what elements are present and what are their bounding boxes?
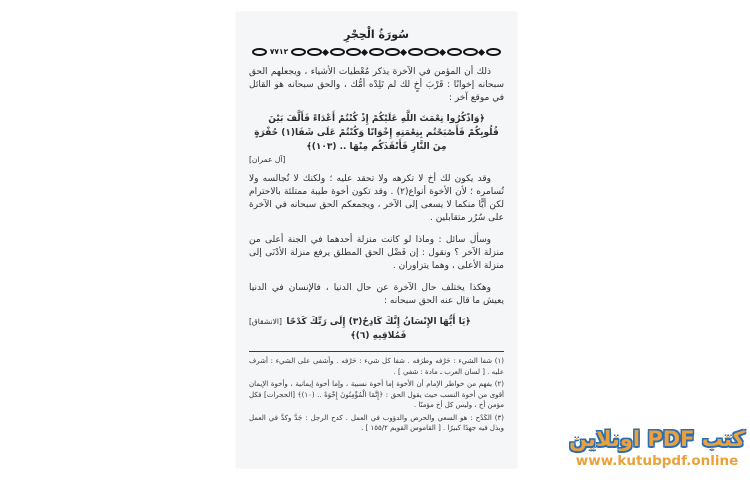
chain-link-icon bbox=[408, 48, 423, 56]
footnote-item: (١) شفا الشيء : حَرْفه وطرَفه . شفا كل شيء : حَرْفه . وأشفى على الشيء : أشرف عليه . [ لسان العرب ـ مادة : شفي ] . bbox=[249, 357, 504, 376]
chain-diamond-icon bbox=[439, 48, 446, 55]
chain-link-icon bbox=[385, 48, 400, 56]
quran-verse: ﴿وَاذْكُرُوا نِعْمَتَ اللَّهِ عَلَيْكُمْ إِذْ كُنْتُمْ أَعْدَاءً فَأَلَّفَ بَيْنَ قُلُوبِكُمْ فَأَصْبَحْتُم بِنِعْمَتِهِ إِخْوَانًا وَكُنْتُمْ عَلَى شَفَا(١) حُفْرَةٍ مِنَ النَّارِ فَأَنْقَذَكُم مِنْهَا .. (١٠٣)﴾ bbox=[254, 114, 499, 152]
chain-link-icon bbox=[486, 48, 501, 56]
quran-verse-row bbox=[249, 315, 504, 343]
watermark-url: www.kutubpdf.online bbox=[575, 453, 739, 469]
chain-ornament-icon bbox=[249, 47, 504, 57]
footnote-item: (٣) الكَدْح : هو السعي والحرص والدؤوب في العمل . كدح الرجل : جَدَّ وكدَّ في العمل وبذل فيه جهدًا كبيرًا . [ القاموس القويم ١٥٥/٢ ] . bbox=[249, 413, 504, 432]
site-watermark bbox=[568, 426, 746, 470]
verse-attribution: [آل عمران] bbox=[249, 155, 286, 164]
footnote-item: (٢) يفهم من خواطر الإمام أن الأخوة إما أخوة نسبية ، وإما أخوة إيمانية ، وأخوة الإيمان أقوى من أخوة النسب حيث يقول الحق : ﴿إِنَّمَا الْمُؤْمِنُونَ إِخْوَةٌ .. (١٠)﴾ [الحجرات] فكل مؤمن أخ ، وليس كل أخ مؤمنًا . bbox=[249, 380, 504, 409]
watermark-logo: كتب PDF اونلاين bbox=[569, 427, 745, 451]
body-paragraph: وهكذا يختلف حال الآخرة عن حال الدنيا ، فالإنسان في الدنيا يعيش ما قال عنه الحق سبحانه : bbox=[249, 283, 504, 306]
verse-attribution: [الانشقاق] bbox=[249, 317, 282, 326]
chain-link-icon bbox=[291, 48, 306, 56]
body-paragraph: وقد يكون لك أخ لا تكرهه ولا تحقد عليه ؛ ولكنك لا تُجالسه ولا تُسامره ؛ لأن الأخوة أنواع(٢) . وقد تكون أخوة طيبة ممتلئة بالاحترام لكن أيًّا منكما لا يسعى إلى الآخر ، ويجمعكم الحق سبحانه في الآخرة على سُرُر متقابلين . bbox=[249, 174, 504, 223]
chain-link-icon bbox=[307, 48, 322, 56]
chain-diamond-icon bbox=[322, 48, 329, 55]
chain-link-icon bbox=[369, 48, 384, 56]
footnotes-section bbox=[249, 356, 504, 434]
page-number: ٧٧١٢ bbox=[269, 47, 289, 56]
quran-verse: ﴿يَا أَيُّهَا الإِنْسَانُ إِنَّكَ كَادِحٌ(٣) إِلَى رَبِّكَ كَدْحًا فَمُلاقِيهِ (٦)﴾ bbox=[286, 317, 471, 341]
book-page bbox=[236, 12, 517, 468]
chain-link-icon bbox=[252, 48, 267, 56]
body-paragraph: ذلك أن المؤمن في الآخرة يذكر مُعْطيات الأشياء ، ويجعلهم الحق سبحانه إخوانًا : قَرْبَ أخٍ لك لم تَلِدْه أمُّك ، والحق سبحانه هو القائل في موقع آخر : bbox=[249, 67, 504, 103]
chain-link-icon bbox=[447, 48, 462, 56]
chain-link-icon bbox=[346, 48, 361, 56]
chain-diamond-icon bbox=[361, 48, 368, 55]
chain-link-icon bbox=[424, 48, 439, 56]
chain-link-icon bbox=[463, 48, 478, 56]
surah-title: سُورَةُ الْحِجْرِ bbox=[344, 28, 409, 41]
chain-diamond-icon bbox=[400, 48, 407, 55]
body-paragraph: وسأل سائل : وماذا لو كانت منزلة أحدهما في الجنة أعلى من منزلة الآخر ؟ ونقول : إن فَضْل الحق المطلق يرفع منزلة الأدْنَى إلى منزلة الأعلى ، وهما يتزاوران . bbox=[249, 235, 504, 271]
footnote-separator bbox=[249, 351, 504, 352]
chain-diamond-icon bbox=[478, 48, 485, 55]
chain-link-icon bbox=[330, 48, 345, 56]
